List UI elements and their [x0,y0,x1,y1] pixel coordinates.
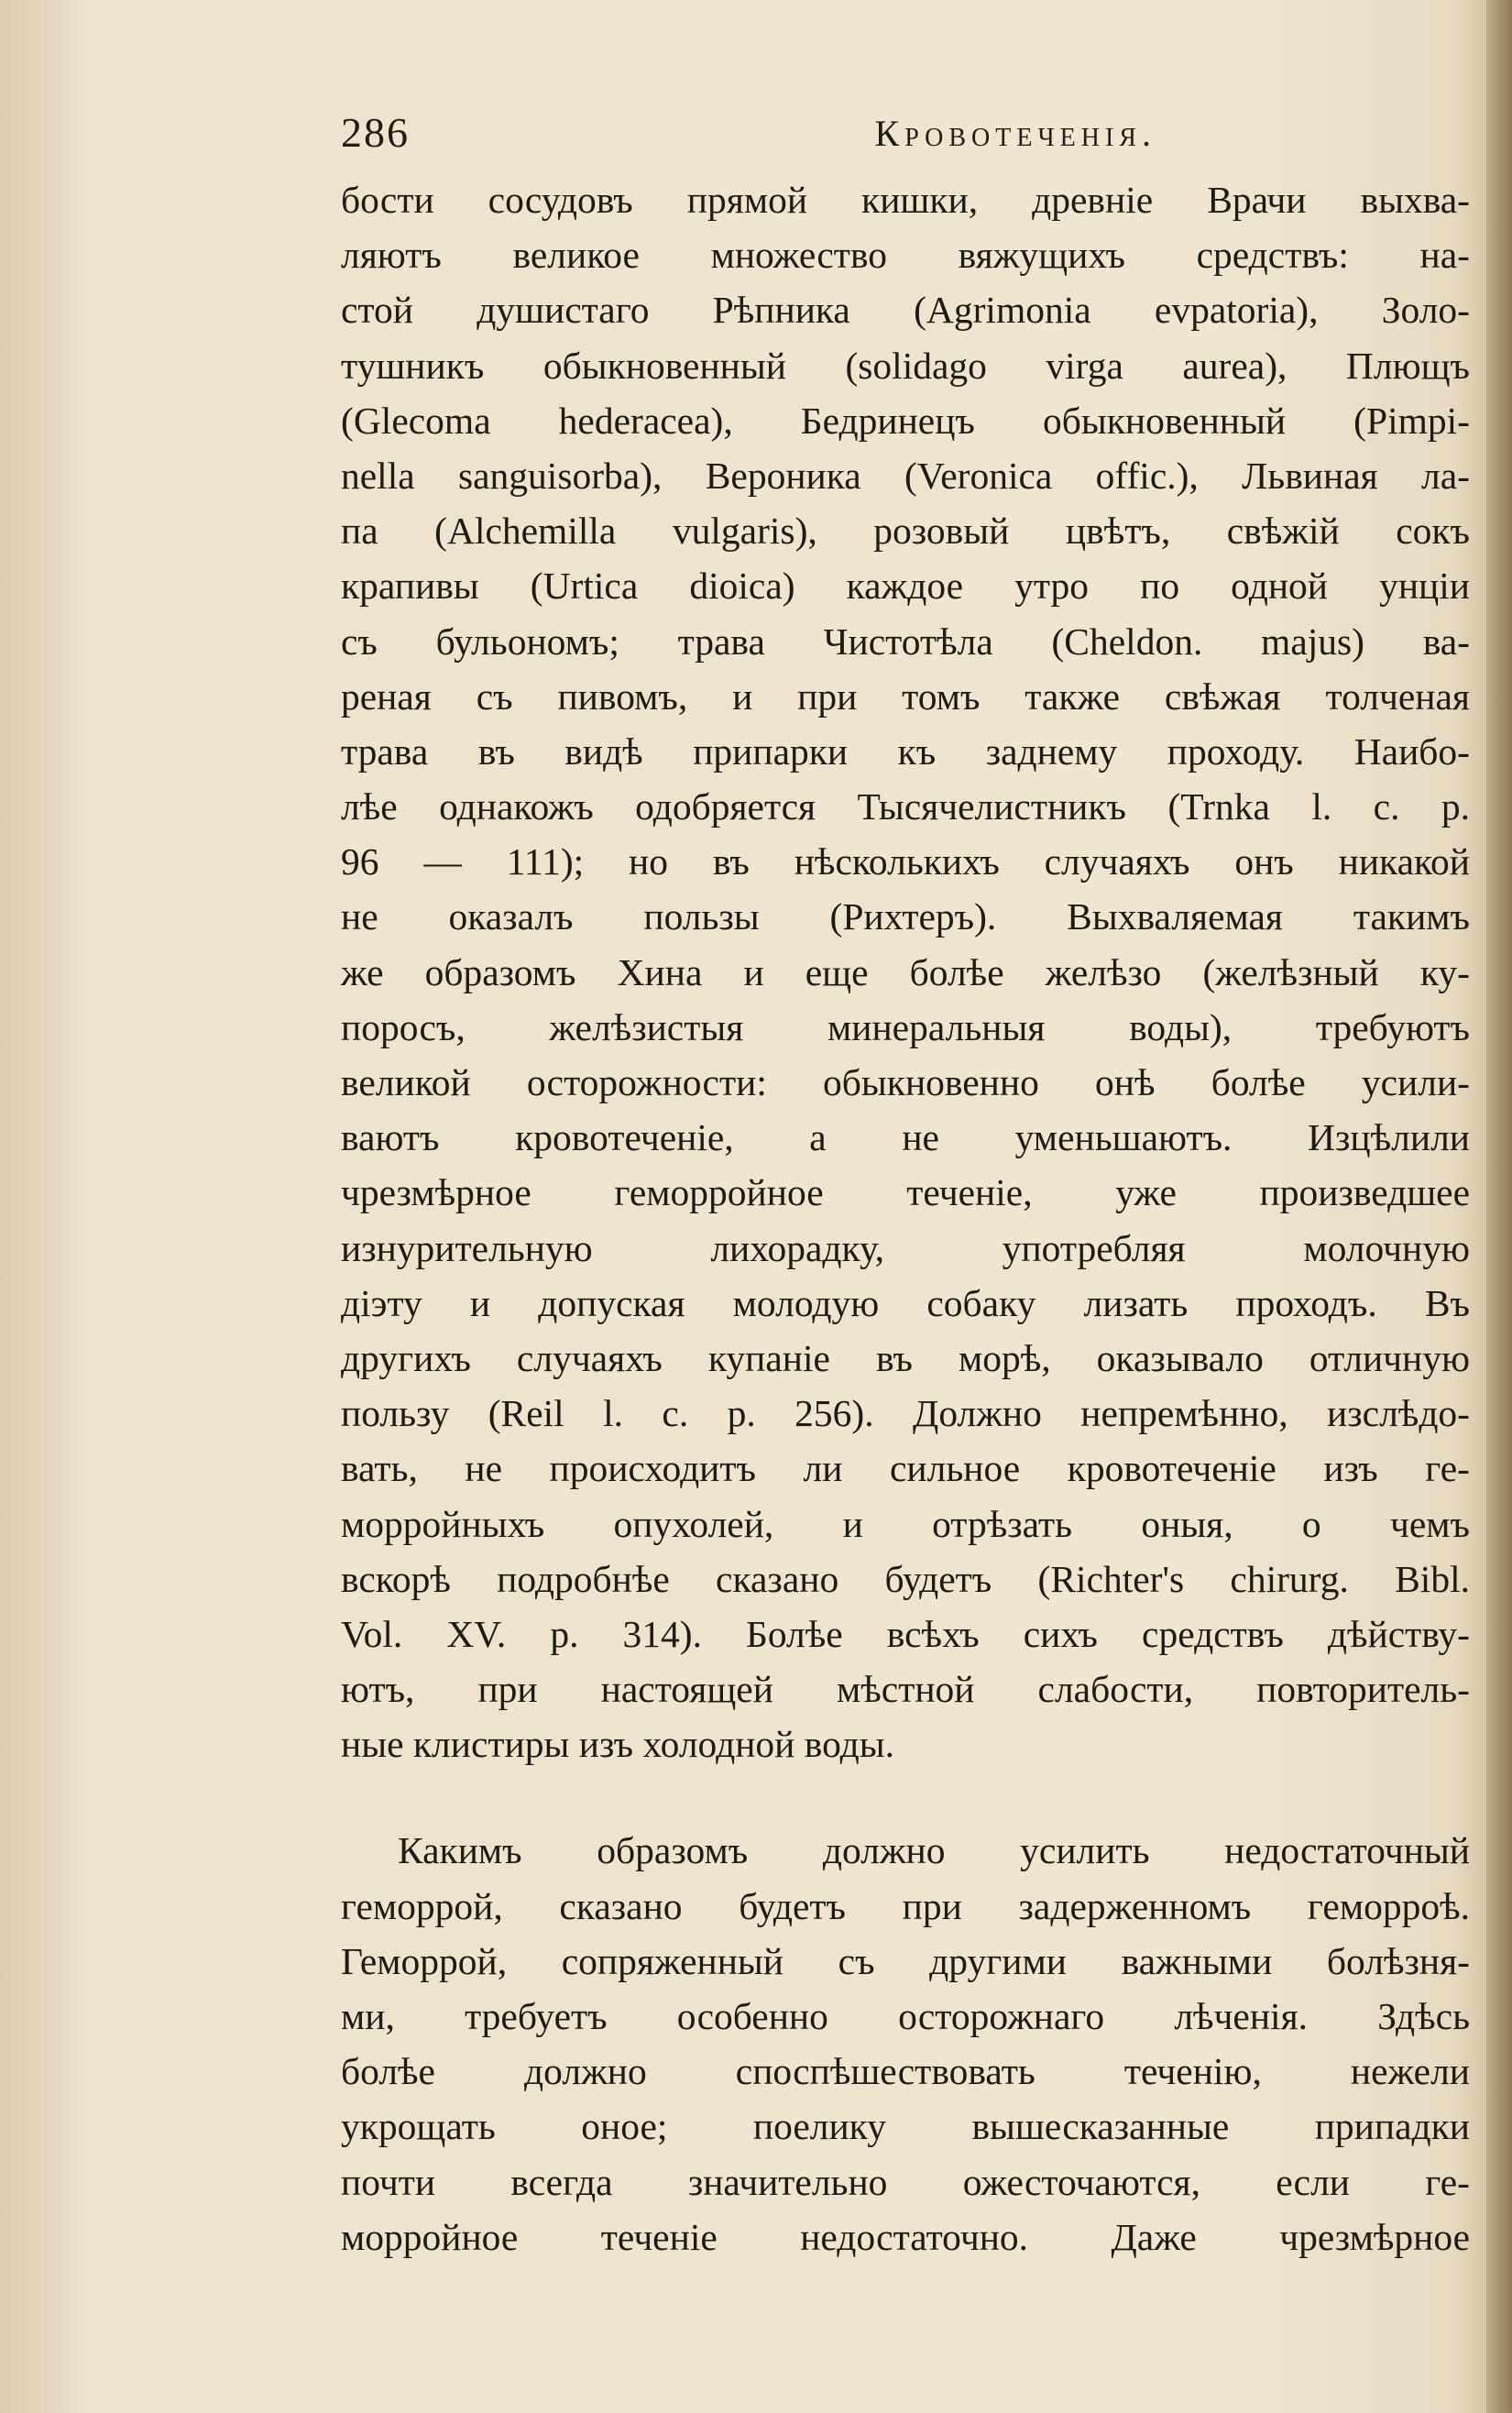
text-line: не оказалъ пользы (Рихтеръ). Выхваляемая такимъ [341,895,1470,938]
text-line: крапивы (Urtica dioica) каждое утро по одной унціи [341,565,1470,608]
text-line: морройное теченіе недостаточно. Даже чрезмѣрное [341,2215,1470,2258]
text-line: болѣе должно споспѣшествовать теченію, нежели [341,2050,1470,2093]
text-line: великой осторожности: обыкновенно онѣ болѣе усили- [341,1061,1470,1103]
text-line: поросъ, желѣзистыя минеральныя воды), требуютъ [341,1005,1470,1048]
text-line: діэту и допуская молодую собаку лизать проходъ. Въ [341,1281,1470,1324]
text-line: другихъ случаяхъ купаніе въ морѣ, оказывало отличную [341,1336,1470,1379]
paragraph-2 [341,1823,1470,2265]
text-line: Vol. XV. p. 314). Болѣе всѣхъ сихъ средствъ дѣйству- [341,1612,1470,1655]
text-line: ми, требуетъ особенно осторожнаго лѣченія. Здѣсь [341,1995,1470,2037]
text-line: тушникъ обыкновенный (solidago virga aurea), Плющъ [341,344,1470,387]
paragraph-1 [341,172,1470,1771]
text-line: ваютъ кровотеченіе, а не уменьшаютъ. Изцѣлили [341,1116,1470,1159]
text-line: пользу (Reil l. c. p. 256). Должно непремѣнно, изслѣдо- [341,1392,1470,1435]
text-line: (Glecoma hederacea), Бедринецъ обыкновенный (Pimpi- [341,399,1470,442]
text-line: трава въ видѣ припарки къ заднему проходу. Наибо- [341,729,1470,773]
text-line: морройныхъ опухолей, и отрѣзать оныя, о чемъ [341,1502,1470,1545]
text-line: геморрой, сказано будетъ при задерженномъ геморроѣ. [341,1884,1470,1927]
page-gutter-shadow [1486,0,1512,2413]
text-line: па (Alchemilla vulgaris), розовый цвѣтъ, свѣжій сокъ [341,510,1470,553]
text-line: 96 — 111); но въ нѣсколькихъ случаяхъ онъ никакой [341,840,1470,883]
running-head: Кровотеченія. [874,113,1156,154]
text-line: Геморрой, сопряженный съ другими важными болѣзня- [341,1939,1470,1982]
text-line: чрезмѣрное геморройное теченіе, уже произведшее [341,1171,1470,1214]
text-line: съ бульономъ; трава Чистотѣла (Cheldon. majus) ва- [341,620,1470,663]
text-line: ютъ, при настоящей мѣстной слабости, повторитель- [341,1668,1470,1711]
text-line: бости сосудовъ прямой кишки, древніе Врачи выхва- [341,179,1470,221]
text-line: почти всегда значительно ожесточаются, если ге- [341,2160,1470,2203]
body-text [341,172,1470,2265]
paragraph-gap [341,1771,1470,1823]
text-line: укрощать оное; поелику вышесказанные припадки [341,2105,1470,2148]
text-line: же образомъ Хина и еще болѣе желѣзо (желѣзный ку- [341,950,1470,993]
text-line: вать, не происходитъ ли сильное кровотеченіе изъ ге- [341,1447,1470,1490]
text-line: реная съ пивомъ, и при томъ также свѣжая толченая [341,675,1470,718]
text-line: изнурительную лихорадку, употребляя молочную [341,1226,1470,1269]
text-line: ляютъ великое множество вяжущихъ средствъ: на- [341,234,1470,277]
text-line: лѣе однакожъ одобряется Тысячелистникъ (Trnka l. c. p. [341,785,1470,828]
text-line: Какимъ образомъ должно усилить недостаточный [398,1829,1470,1872]
page-number: 286 [341,109,410,156]
text-line: nella sanguisorba), Вероника (Veronica offic.), Львиная ла- [341,454,1470,497]
page-header [341,108,1156,159]
text-line: вскорѣ подробнѣе сказано будетъ (Richter's chirurg. Bibl. [341,1557,1470,1600]
text-line: ные клистиры изъ холодной воды. [341,1723,894,1766]
text-line: стой душистаго Рѣпника (Agrimonia evpatoria), Золо- [341,289,1470,332]
